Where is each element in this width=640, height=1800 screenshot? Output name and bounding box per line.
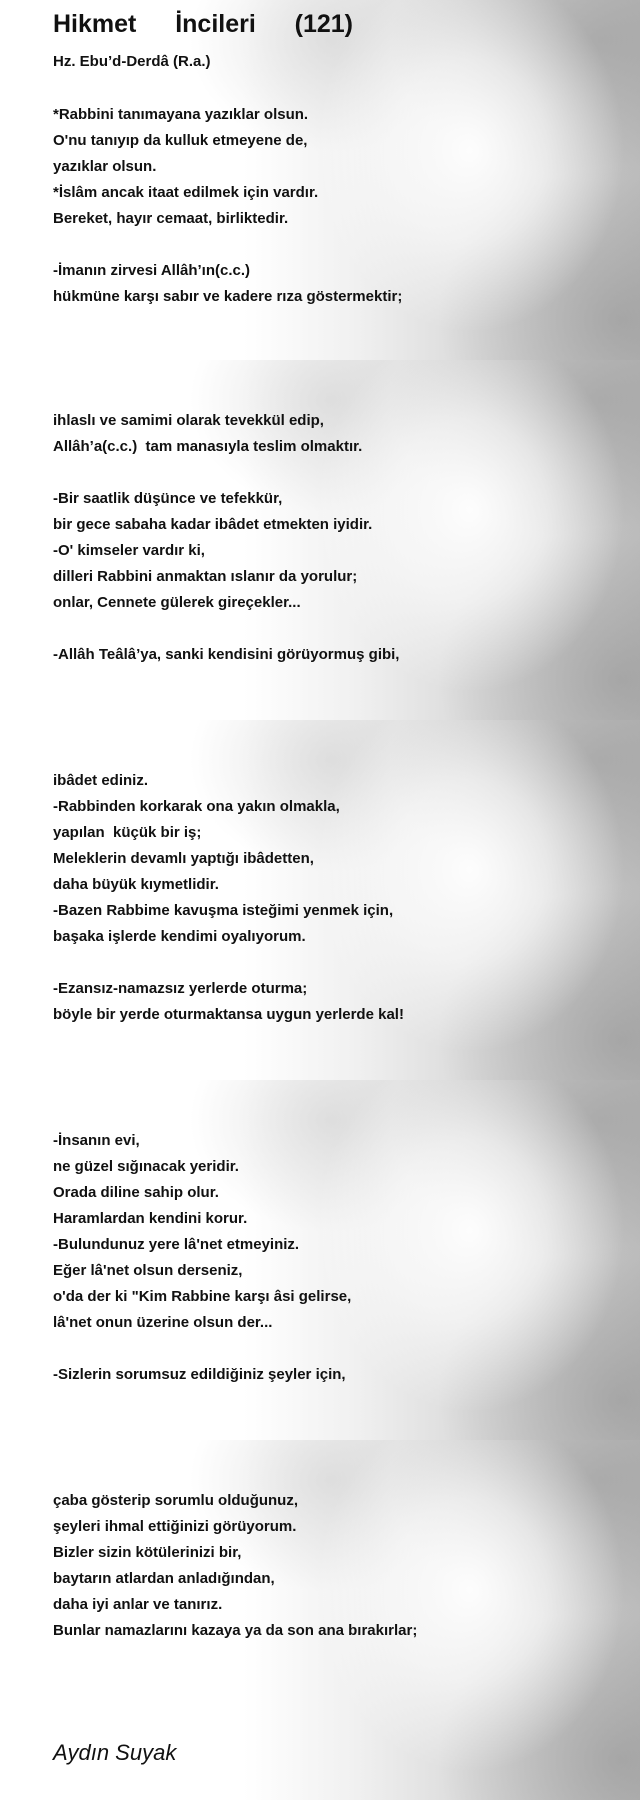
poem-stanza-4: -İnsanın evi, ne güzel sığınacak yeridir. Orada diline sahip olur. Haramlardan kendini korur. -Bulundunuz yere lâ'net etmeyiniz. Eğer lâ'net olsun derseniz, o'da der ki "Kim Rabbine karşı âsi gelirse, lâ'net onun üzerine olsun der... -Sizlerin sorumsuz edildiğiniz şeyler için, <box>53 1132 352 1383</box>
poem-stanza-1: *Rabbini tanımayana yazıklar olsun. O'nu tanıyıp da kulluk etmeyene de, yazıklar olsun. *İslâm ancak itaat edilmek için vardır. Bereket, hayır cemaat, birliktedir. -İmanın zirvesi Allâh’ın(c.c.) hükmüne karşı sabır ve kadere rıza göstermektir; <box>53 106 403 305</box>
poem-stanza-5: çaba gösterip sorumlu olduğunuz, şeyleri ihmal ettiğinizi görüyorum. Bizler sizin kötülerinizi bir, baytarın atlardan anladığından, daha iyi anlar ve tanırız. Bunlar namazlarını kazaya ya da son ana bırakırlar; <box>53 1492 418 1639</box>
poem-title: Hikmet İncileri (121) <box>53 10 353 38</box>
poem-subtitle: Hz. Ebu’d-Derdâ (R.a.) <box>53 53 211 70</box>
poem-author: Aydın Suyak <box>53 1740 177 1765</box>
poem-panel-5 <box>0 1440 640 1800</box>
poem-panel-4 <box>0 1080 640 1440</box>
poem-panel-3 <box>0 720 640 1080</box>
poem-stanza-2: ihlaslı ve samimi olarak tevekkül edip, Allâh’a(c.c.) tam manasıyla teslim olmaktır. -Bir saatlik düşünce ve tefekkür, bir gece sabaha kadar ibâdet etmekten iyidir. -O' kimseler vardır ki, dilleri Rabbini anmaktan ıslanır da yorulur; onlar, Cennete gülerek gireçekler... -Allâh Teâlâ’ya, sanki kendisini görüyormuş gibi, <box>53 412 400 663</box>
poem-panel-2 <box>0 360 640 720</box>
poem-stanza-3: ibâdet ediniz. -Rabbinden korkarak ona yakın olmakla, yapılan küçük bir iş; Meleklerin devamlı yaptığı ibâdetten, daha büyük kıymetlidir. -Bazen Rabbime kavuşma isteğimi yenmek için, başaka işlerde kendimi oyalıyorum. -Ezansız-namazsız yerlerde oturma; böyle bir yerde oturmaktansa uygun yerlerde kal! <box>53 772 404 1023</box>
poem-panel-1 <box>0 0 640 360</box>
